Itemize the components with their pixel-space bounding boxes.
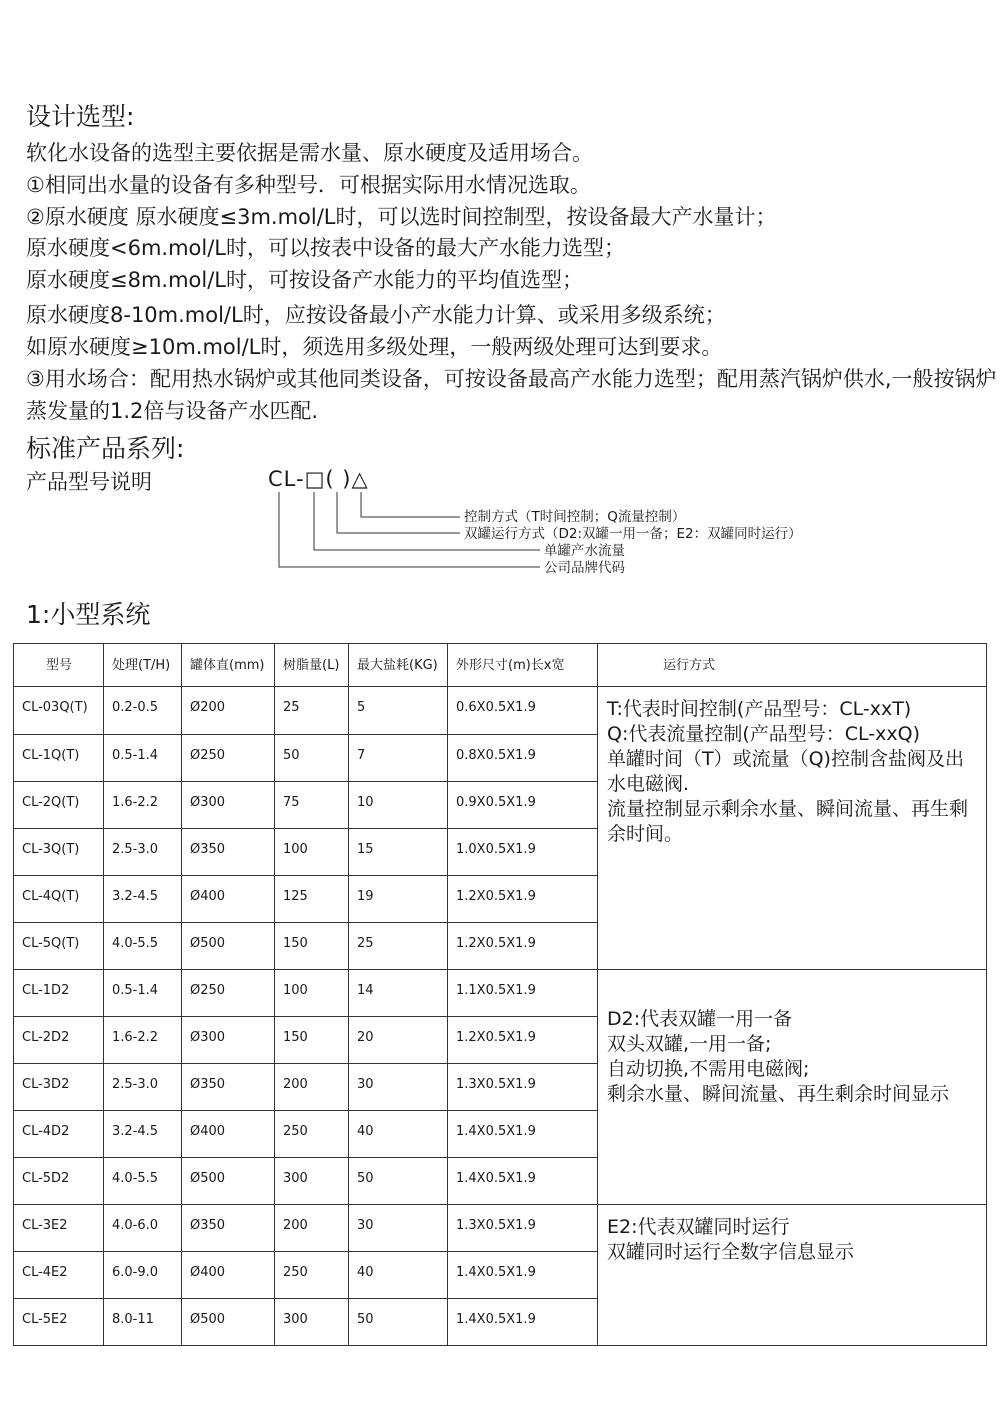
cell-model: CL-5E2: [14, 1299, 104, 1346]
cell-tank-diameter: Ø400: [182, 1111, 275, 1158]
cell-tank-diameter: Ø400: [182, 1252, 275, 1299]
cell-mode-description: [598, 687, 987, 970]
leader-line-tank-mode: [337, 492, 460, 533]
cell-resin: 200: [275, 1064, 349, 1111]
cell-dimensions: 0.6X0.5X1.9: [448, 687, 598, 735]
cell-tank-diameter: Ø250: [182, 735, 275, 782]
cell-salt: 30: [349, 1205, 448, 1252]
cell-dimensions: 1.2X0.5X1.9: [448, 923, 598, 970]
mode-line: 自动切换,不需用电磁阀;: [607, 1058, 810, 1080]
design-line: 原水硬度8-10m.mol/L时，应按设备最小产水能力计算、或采用多级系统；: [26, 303, 726, 327]
cell-model: CL-5D2: [14, 1158, 104, 1205]
cell-model: CL-5Q(T): [14, 923, 104, 970]
cell-dimensions: 1.3X0.5X1.9: [448, 1205, 598, 1252]
cell-dimensions: 1.3X0.5X1.9: [448, 1064, 598, 1111]
mode-line: 剩余水量、瞬间流量、再生剩余时间显示: [607, 1083, 950, 1105]
cell-dimensions: 1.4X0.5X1.9: [448, 1111, 598, 1158]
table-row: [14, 1205, 987, 1252]
cell-resin: 300: [275, 1299, 349, 1346]
cell-model: CL-3D2: [14, 1064, 104, 1111]
cell-resin: 100: [275, 829, 349, 876]
cell-dimensions: 1.4X0.5X1.9: [448, 1299, 598, 1346]
cell-capacity: 0.5-1.4: [104, 970, 182, 1017]
section-title-products: 标准产品系列:: [26, 434, 185, 463]
legend-brand: 公司品牌代码: [544, 560, 625, 576]
leader-line-control: [361, 492, 460, 517]
cell-model: CL-4D2: [14, 1111, 104, 1158]
table-header-row: [14, 644, 987, 687]
mode-line: E2:代表双罐同时运行: [607, 1216, 790, 1238]
design-line: 软化水设备的选型主要依据是需水量、原水硬度及适用场合。: [26, 141, 593, 165]
cell-resin: 300: [275, 1158, 349, 1205]
cell-model: CL-1D2: [14, 970, 104, 1017]
cell-resin: 150: [275, 923, 349, 970]
header-capacity: 处理(T/H): [104, 644, 182, 687]
cell-salt: 7: [349, 735, 448, 782]
spec-table: [13, 643, 987, 1346]
design-line: ①相同出水量的设备有多种型号．可根据实际用水情况选取。: [26, 173, 591, 197]
legend-tank-mode: 双罐运行方式（D2:双罐一用一备；E2：双罐同时运行）: [464, 526, 802, 542]
cell-tank-diameter: Ø350: [182, 1205, 275, 1252]
cell-capacity: 4.0-5.5: [104, 1158, 182, 1205]
leader-line-brand: [279, 492, 540, 567]
header-model: 型号: [14, 644, 104, 687]
cell-resin: 75: [275, 782, 349, 829]
cell-dimensions: 0.9X0.5X1.9: [448, 782, 598, 829]
model-label: 产品型号说明: [26, 470, 152, 494]
cell-dimensions: 0.8X0.5X1.9: [448, 735, 598, 782]
design-line: 如原水硬度≥10m.mol/L时，须选用多级处理，一般两级处理可达到要求。: [26, 335, 723, 359]
cell-capacity: 1.6-2.2: [104, 782, 182, 829]
cell-salt: 10: [349, 782, 448, 829]
cell-model: CL-4Q(T): [14, 876, 104, 923]
cell-mode-description: [598, 1205, 987, 1346]
mode-line: 双头双罐,一用一备;: [607, 1033, 772, 1055]
cell-tank-diameter: Ø250: [182, 970, 275, 1017]
cell-mode-description: [598, 970, 987, 1205]
legend-control: 控制方式（T时间控制；Q流量控制）: [464, 509, 686, 525]
cell-salt: 25: [349, 923, 448, 970]
cell-salt: 50: [349, 1158, 448, 1205]
cell-resin: 100: [275, 970, 349, 1017]
cell-salt: 40: [349, 1111, 448, 1158]
cell-salt: 20: [349, 1017, 448, 1064]
cell-resin: 150: [275, 1017, 349, 1064]
cell-dimensions: 1.1X0.5X1.9: [448, 970, 598, 1017]
cell-tank-diameter: Ø500: [182, 1299, 275, 1346]
header-resin: 树脂量(L): [275, 644, 349, 687]
mode-line: 流量控制显示剩余水量、瞬间流量、再生剩余时间。: [607, 798, 969, 845]
section-title-small-system: 1:小型系统: [26, 600, 151, 629]
design-line: ③用水场合：配用热水锅炉或其他同类设备，可按设备最高产水能力选型；配用蒸汽锅炉供水,一般按锅炉: [26, 367, 997, 391]
cell-model: CL-4E2: [14, 1252, 104, 1299]
mode-line: 单罐时间（T）或流量（Q)控制含盐阀及出水电磁阀.: [607, 748, 964, 795]
mode-line: 双罐同时运行全数字信息显示: [607, 1241, 855, 1263]
cell-model: CL-2Q(T): [14, 782, 104, 829]
cell-resin: 250: [275, 1252, 349, 1299]
cell-model: CL-3E2: [14, 1205, 104, 1252]
cell-capacity: 8.0-11: [104, 1299, 182, 1346]
legend-flow: 单罐产水流量: [544, 543, 625, 559]
cell-capacity: 0.5-1.4: [104, 735, 182, 782]
cell-capacity: 2.5-3.0: [104, 1064, 182, 1111]
cell-tank-diameter: Ø500: [182, 923, 275, 970]
cell-tank-diameter: Ø500: [182, 1158, 275, 1205]
cell-salt: 5: [349, 687, 448, 735]
mode-line: D2:代表双罐一用一备: [607, 1008, 793, 1030]
cell-dimensions: 1.4X0.5X1.9: [448, 1252, 598, 1299]
cell-capacity: 4.0-6.0: [104, 1205, 182, 1252]
cell-dimensions: 1.0X0.5X1.9: [448, 829, 598, 876]
design-line: 原水硬度≤8m.mol/L时，可按设备产水能力的平均值选型；: [26, 268, 584, 292]
header-mode: 运行方式: [598, 644, 987, 687]
cell-tank-diameter: Ø300: [182, 782, 275, 829]
table-row: [14, 970, 987, 1017]
model-code: CL-□( )△: [268, 467, 369, 491]
cell-dimensions: 1.2X0.5X1.9: [448, 1017, 598, 1064]
cell-resin: 25: [275, 687, 349, 735]
cell-tank-diameter: Ø350: [182, 829, 275, 876]
cell-resin: 50: [275, 735, 349, 782]
cell-tank-diameter: Ø200: [182, 687, 275, 735]
cell-capacity: 0.2-0.5: [104, 687, 182, 735]
cell-salt: 50: [349, 1299, 448, 1346]
section-title-design: 设计选型:: [26, 102, 135, 131]
cell-salt: 19: [349, 876, 448, 923]
cell-model: CL-3Q(T): [14, 829, 104, 876]
cell-capacity: 4.0-5.5: [104, 923, 182, 970]
cell-tank-diameter: Ø400: [182, 876, 275, 923]
cell-resin: 200: [275, 1205, 349, 1252]
cell-salt: 30: [349, 1064, 448, 1111]
table-row: [14, 687, 987, 735]
cell-model: CL-1Q(T): [14, 735, 104, 782]
cell-dimensions: 1.2X0.5X1.9: [448, 876, 598, 923]
cell-salt: 40: [349, 1252, 448, 1299]
cell-capacity: 2.5-3.0: [104, 829, 182, 876]
model-diagram: [0, 0, 1000, 600]
cell-model: CL-03Q(T): [14, 687, 104, 735]
design-line: 蒸发量的1.2倍与设备产水匹配.: [26, 399, 319, 423]
cell-dimensions: 1.4X0.5X1.9: [448, 1158, 598, 1205]
leader-line-flow: [314, 492, 540, 550]
mode-line: T:代表时间控制(产品型号：CL-xxT): [607, 698, 912, 720]
cell-capacity: 3.2-4.5: [104, 876, 182, 923]
design-line: 原水硬度<6m.mol/L时，可以按表中设备的最大产水能力选型；: [26, 236, 626, 260]
cell-capacity: 1.6-2.2: [104, 1017, 182, 1064]
design-line: ②原水硬度 原水硬度≤3m.mol/L时，可以选时间控制型，按设备最大产水量计；: [26, 205, 777, 229]
cell-capacity: 6.0-9.0: [104, 1252, 182, 1299]
cell-capacity: 3.2-4.5: [104, 1111, 182, 1158]
header-salt: 最大盐耗(KG): [349, 644, 448, 687]
cell-tank-diameter: Ø300: [182, 1017, 275, 1064]
header-dimensions: 外形尺寸(m)长x宽: [448, 644, 598, 687]
cell-salt: 14: [349, 970, 448, 1017]
cell-model: CL-2D2: [14, 1017, 104, 1064]
cell-resin: 250: [275, 1111, 349, 1158]
header-tank-diameter: 罐体直(mm): [182, 644, 275, 687]
mode-line: Q:代表流量控制(产品型号：CL-xxQ): [607, 723, 920, 745]
cell-resin: 125: [275, 876, 349, 923]
cell-tank-diameter: Ø350: [182, 1064, 275, 1111]
cell-salt: 15: [349, 829, 448, 876]
